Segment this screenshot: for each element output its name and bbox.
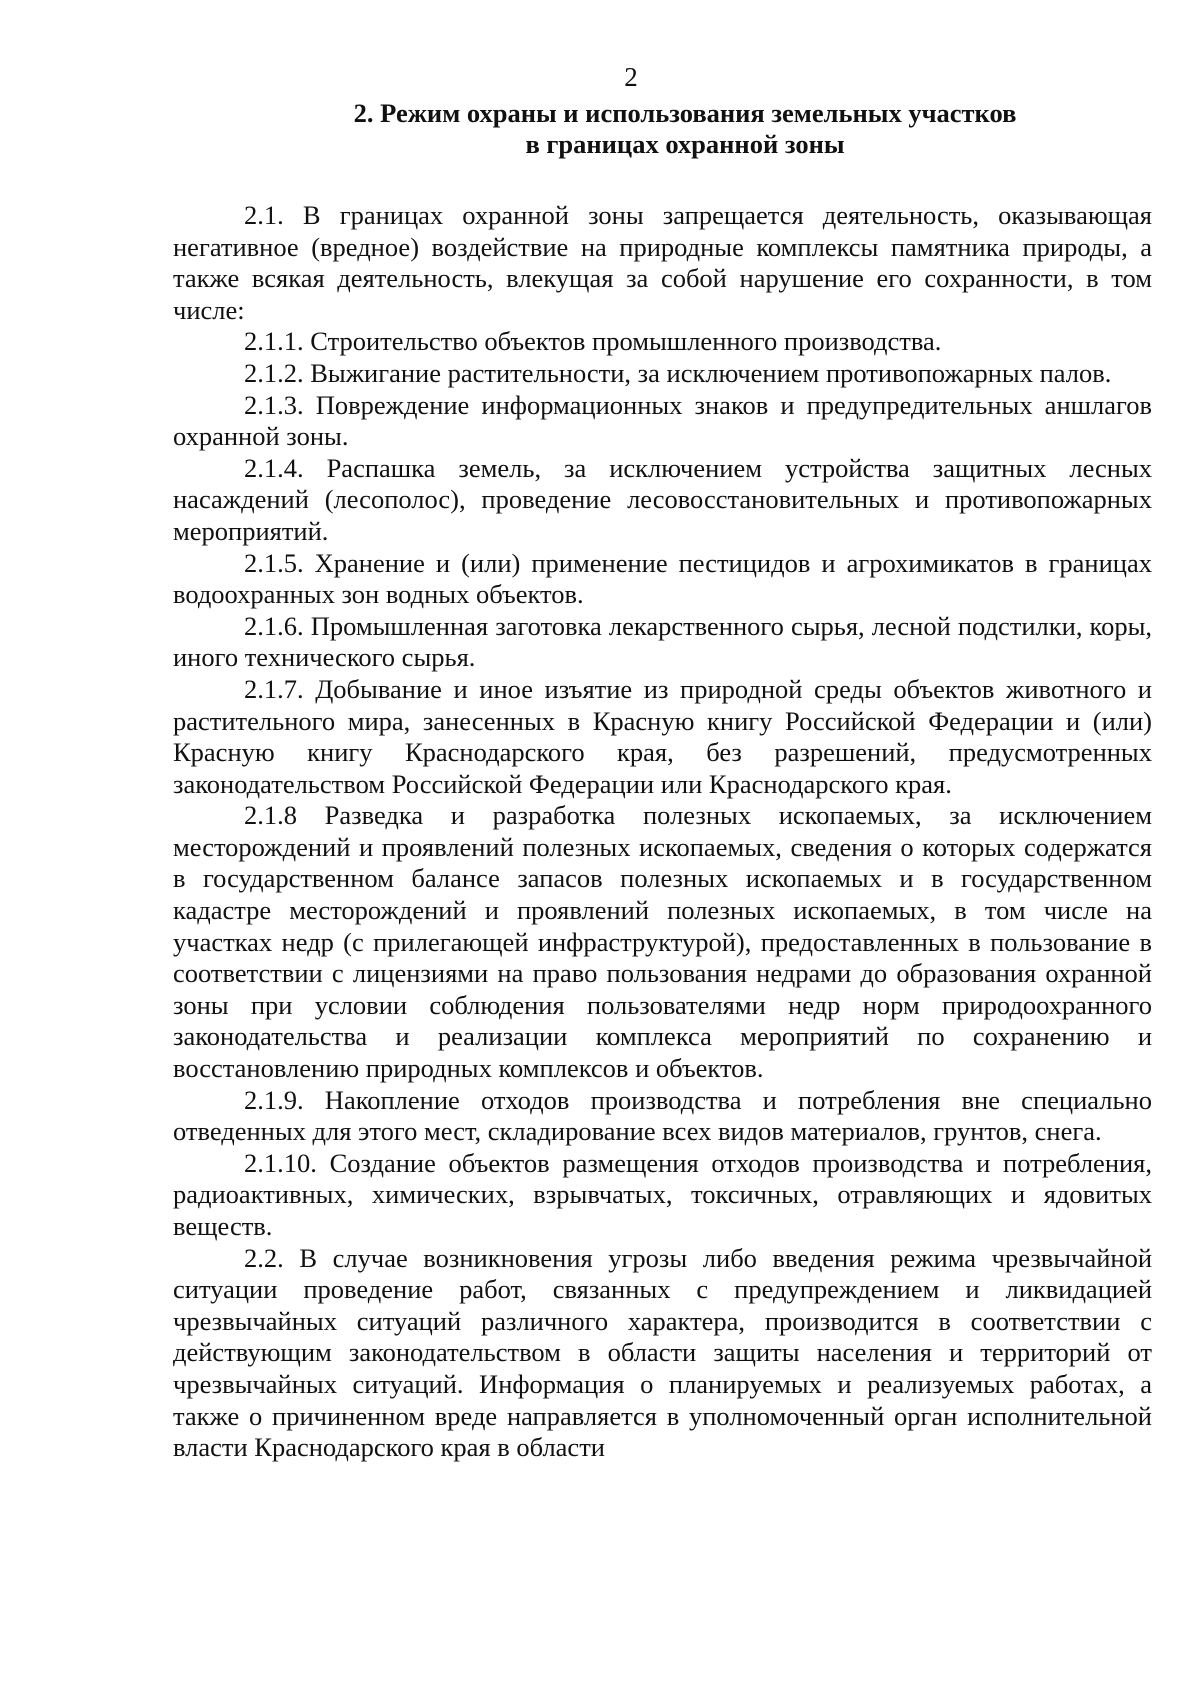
paragraph-2-1-8: 2.1.8 Разведка и разработка полезных ископаемых, за исключением месторождений и проявлений полезных ископаемых, сведения о которых содержатся в государственном балансе запасов полезных ископаемых и в государственном кадастре месторождений и проявлений полезных ископаемых, в том числе на участках недр (с прилегающей инфраструктурой), предоставленных в пользование в соответствии с лицензиями на право пользования недрами до образования охранной зоны при условии соблюдения пользователями недр норм природоохранного законодательства и реализации комплекса мероприятий по сохранению и восстановлению природных комплексов и объектов. xyxy=(173,800,1152,1084)
paragraph-2-2: 2.2. В случае возникновения угрозы либо введения режима чрезвычайной ситуации проведение работ, связанных с предупреждением и ликвидацией чрезвычайных ситуаций различного характера, производится в соответствии с действующим законодательством в области защиты населения и территорий от чрезвычайных ситуаций. Информация о планируемых и реализуемых работах, а также о причиненном вреде направляется в уполномоченный орган исполнительной власти Краснодарского края в области xyxy=(173,1242,1152,1463)
paragraph-2-1: 2.1. В границах охранной зоны запрещается деятельность, оказывающая негативное (вредное) воздействие на природные комплексы памятника природы, а также всякая деятельность, влекущая за собой нарушение его сохранности, в том числе: xyxy=(173,200,1152,325)
paragraph-2-1-4: 2.1.4. Распашка земель, за исключением устройства защитных лесных насаждений (лесополос), проведение лесовосстановительных и противопожарных мероприятий. xyxy=(173,452,1152,546)
paragraph-2-1-2: 2.1.2. Выжигание растительности, за исключением противопожарных палов. xyxy=(244,357,1112,388)
section-title-line-2: в границах охранной зоны xyxy=(525,129,845,159)
section-title-line-1: 2. Режим охраны и использования земельных участков xyxy=(353,98,1017,128)
paragraph-2-1-5: 2.1.5. Хранение и (или) применение пестицидов и агрохимикатов в границах водоохранных зон водных объектов. xyxy=(173,547,1152,610)
paragraph-2-1-9: 2.1.9. Накопление отходов производства и потребления вне специально отведенных для этого мест, складирование всех видов материалов, грунтов, снега. xyxy=(173,1084,1152,1147)
paragraph-2-1-3: 2.1.3. Повреждение информационных знаков и предупредительных аншлагов охранной зоны. xyxy=(173,389,1152,452)
paragraph-2-1-1: 2.1.1. Строительство объектов промышленного производства. xyxy=(244,326,942,357)
paragraph-2-1-7: 2.1.7. Добывание и иное изъятие из природной среды объектов животного и растительного мира, занесенных в Красную книгу Российской Федерации и (или) Красную книгу Краснодарского края, без разрешений, предусмотренных законодательством Российской Федерации или Краснодарского края. xyxy=(173,673,1152,799)
paragraph-2-1-10: 2.1.10. Создание объектов размещения отходов производства и потребления, радиоактивных, химических, взрывчатых, токсичных, отравляющих и ядовитых веществ. xyxy=(173,1147,1152,1241)
section-title xyxy=(330,98,1040,160)
document-body xyxy=(173,200,1152,1464)
paragraph-2-1-6: 2.1.6. Промышленная заготовка лекарственного сырья, лесной подстилки, коры, иного технического сырья. xyxy=(173,610,1152,673)
page-number: 2 xyxy=(624,62,638,92)
